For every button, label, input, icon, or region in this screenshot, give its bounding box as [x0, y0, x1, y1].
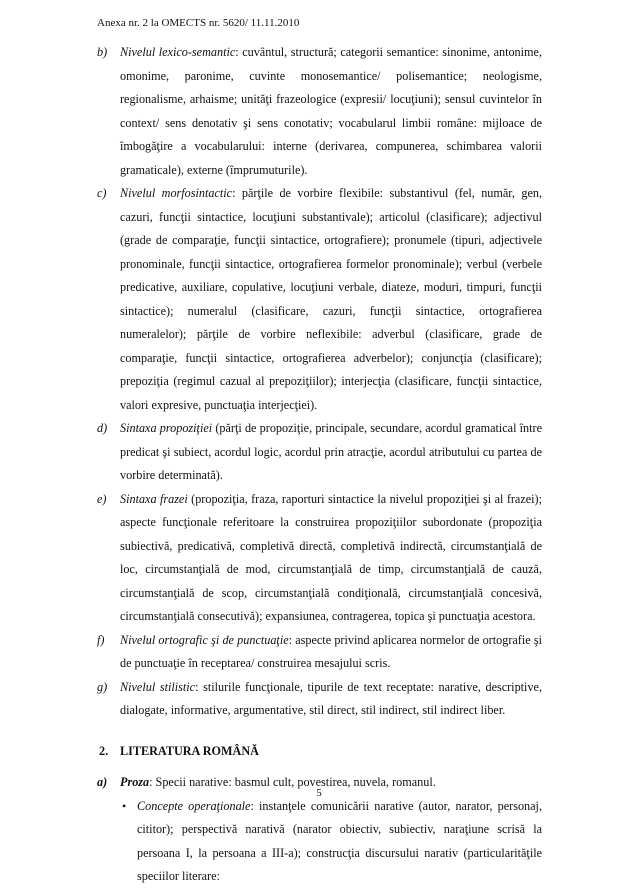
subsection-term: Proza [120, 775, 150, 789]
list-item-g [0, 676, 638, 723]
bullet-term: Concepte operaţionale [137, 798, 251, 813]
list-item-e [0, 488, 638, 629]
item-text: : cuvântul, structură; categorii semantice: sinonime, antonime, omonime, paronime, cuvinte monosemantice/ polisemantice; neologisme, regionalisme, arhaisme; unităţi frazeologice (expresii/ locuţiuni); sensul cuvintelor în context/ sens denotativ şi sens conotativ; vocabularul limbii române: mijloace de îmbogăţire a vocabularului: interne (derivarea, compunerea, schimbarea valorii gramaticale), externe (împrumuturile). [120, 45, 542, 177]
section-heading [0, 740, 638, 764]
page-header: Anexa nr. 2 la OMECTS nr. 5620/ 11.11.2010 [97, 17, 300, 29]
bullet-item [0, 795, 638, 889]
item-label: c) [97, 186, 107, 200]
section-title: LITERATURA ROMÂNĂ [120, 743, 259, 758]
item-term: Nivelul morfosintactic [120, 186, 233, 200]
item-term: Nivelul stilistic [120, 679, 196, 694]
list-item-d [0, 417, 638, 488]
page-number: 5 [316, 787, 322, 799]
item-label: f) [97, 632, 105, 647]
item-text: (propoziţia, fraza, raporturi sintactice la nivelul propoziţiei şi al frazei); aspecte funcţionale referitoare la construirea propoziţiilor subordonate (propoziţia subiectivă, predicativă, completivă directă, completivă indirectă, circumstanţială de loc, circumstanţială de mod, circumstanţială de timp, circumstanţială de cauză, circumstanţială de scop, circumstanţială condiţională, circumstanţială concesivă, circumstanţială consecutivă); expansiunea, contragerea, topica şi punctuaţia acestora. [120, 491, 542, 623]
subsection-text: : Specii narative: basmul cult, povestirea, nuvela, romanul. [149, 775, 436, 789]
item-label: e) [97, 491, 107, 506]
list-item-b [0, 41, 638, 182]
item-text: : părţile de vorbire flexibile: substantivul (fel, număr, gen, cazuri, funcţii sintactice, locuţiuni substantivale); articolul (clasificare); adjectivul (grade de comparaţie, funcţii sintactice, ortografiere); pronumele (tipuri, adjectivele pronominale, funcţii sintactice, ortografierea formelor pronominale); verbul (verbele predicative, auxiliare, copulative, locuţiuni verbale, diateze, moduri, timpuri, funcţii sintactice); numeralul (clasificare, cazuri, funcţii sintactice, ortografierea numeralelor); părţile de vorbire neflexibile: adverbul (clasificare, grade de comparaţie, funcţii sintactice, ortografierea adverbelor); conjuncţia (clasificare); prepoziţia (regimul cazual al prepoziţiilor); interjecţia (clasificare, funcţii sintactice, valori expresive, punctuaţia interjecţiei). [120, 186, 542, 412]
item-text: : aspecte privind aplicarea normelor de ortografie şi de punctuaţie în receptarea/ construirea mesajului scris. [120, 632, 542, 670]
bullet-icon: • [122, 798, 127, 813]
item-text: : stilurile funcţionale, tipurile de text receptate: narative, descriptive, dialogate, informative, argumentative, stil direct, stil indirect, stil indirect liber. [120, 679, 542, 717]
list-item-f [0, 629, 638, 676]
section-number: 2. [99, 743, 109, 758]
list-item-c [0, 182, 638, 417]
item-label: g) [97, 679, 108, 694]
bullet-text: : instanţele comunicării narative (autor, narator, personaj, cititor); perspectivă narativă (narator obiectiv, subiectiv, naraţiune scrisă la persoana I, la persoana a III-a); construcţia discursului narativ (particularităţile speciilor literare: [137, 798, 542, 883]
page-content [0, 41, 638, 889]
item-label: d) [97, 421, 108, 435]
item-term: Sintaxa propoziţiei [120, 421, 213, 435]
item-term: Nivelul lexico-semantic [120, 45, 236, 59]
item-term: Nivelul ortografic şi de punctuaţie [120, 632, 289, 647]
item-text: (părţi de propoziţie, principale, secundare, acordul gramatical între predicat şi subiect, acordul logic, acordul prin atracţie, acordul atributului cu partea de vorbire determinată). [120, 421, 543, 482]
item-label: b) [97, 45, 108, 59]
item-term: Sintaxa frazei [120, 491, 188, 506]
subsection-label: a) [97, 775, 108, 789]
